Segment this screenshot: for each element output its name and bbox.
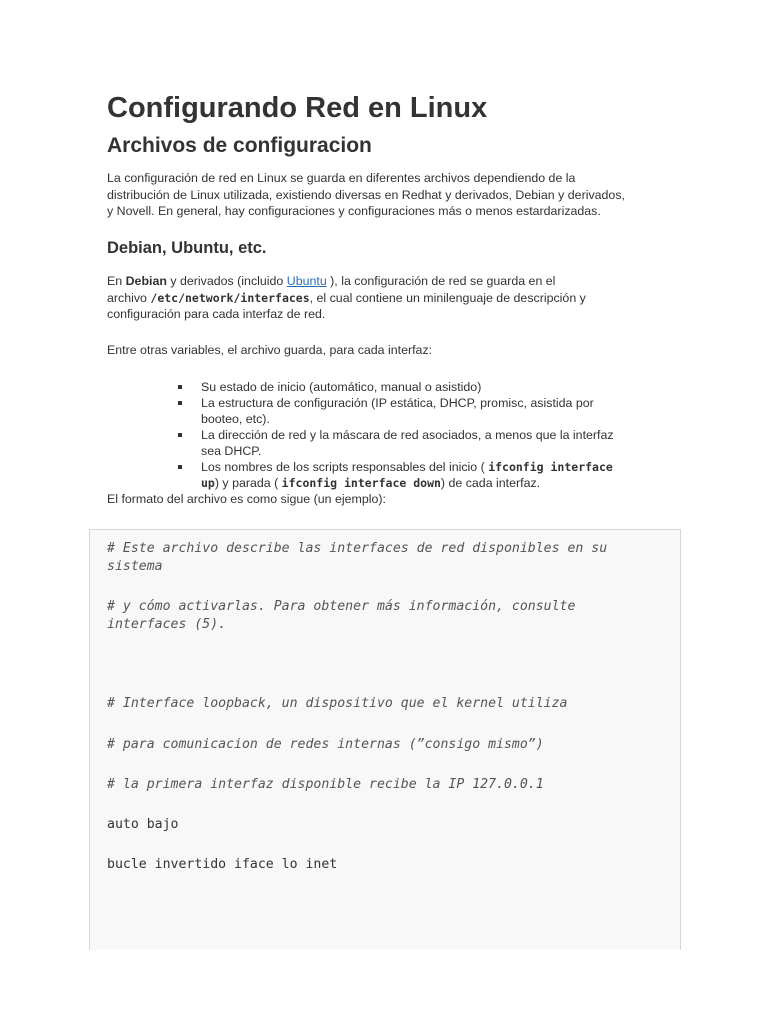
code-comment-line: # la primera interfaz disponible recibe la IP 127.0.0.1 [107, 777, 544, 792]
list-item-text: booteo, etc). [201, 412, 270, 426]
intro-line-2: distribución de Linux utilizada, existiendo diversas en Redhat y derivados, Debian y derivados, [107, 187, 625, 202]
code-comment-line: sistema [107, 559, 163, 574]
text-fragment: En [107, 274, 126, 288]
code-comment-line: interfaces (5). [107, 617, 227, 632]
debian-paragraph [107, 273, 637, 323]
code-comment-line: # Este archivo describe las interfaces de red disponibles en su [107, 541, 608, 556]
list-item-text: Su estado de inicio (automático, manual o asistido) [201, 380, 482, 394]
text-fragment: y derivados (incluido [166, 274, 287, 288]
ifconfig-up-code: ifconfig interface [488, 460, 613, 474]
list-item [185, 379, 645, 395]
debian-line-3: configuración para cada interfaz de red. [107, 307, 326, 321]
format-intro: El formato del archivo es como sigue (un ejemplo): [107, 492, 386, 506]
debian-line-2 [107, 290, 637, 307]
section-subtitle: Archivos de configuracion [107, 134, 372, 157]
list-item-text: sea DHCP. [201, 444, 262, 458]
debian-heading: Debian, Ubuntu, etc. [107, 239, 267, 257]
intro-line-1: La configuración de red en Linux se guarda en diferentes archivos dependiendo de la [107, 171, 576, 185]
text-fragment: ), la configuración de red se guarda en el [326, 274, 556, 288]
debian-line-1 [107, 273, 637, 290]
list-item-text: La estructura de configuración (IP estática, DHCP, promisc, asistida por [201, 396, 594, 410]
variables-list [185, 379, 645, 491]
list-item [185, 459, 645, 491]
variables-intro: Entre otras variables, el archivo guarda, para cada interfaz: [107, 343, 433, 357]
list-item [185, 395, 645, 427]
ifconfig-up-code-cont: up [201, 476, 215, 490]
page-title: Configurando Red en Linux [107, 92, 488, 124]
text-fragment: archivo [107, 290, 151, 305]
code-block [89, 529, 681, 950]
text-fragment: , el cual contiene un minilenguaje de descripción y [309, 290, 586, 305]
intro-paragraph [107, 170, 667, 220]
ifconfig-down-code: ifconfig interface down [281, 476, 441, 490]
code-line: bucle invertido iface lo inet [107, 857, 338, 872]
code-comment-line: # y cómo activarlas. Para obtener más información, consulte [107, 599, 576, 614]
list-item-text: Los nombres de los scripts responsables del inicio ( [201, 460, 489, 474]
code-comment-line: # Interface loopback, un dispositivo que el kernel utiliza [107, 696, 568, 711]
intro-line-3: y Novell. En general, hay configuraciones y configuraciones más o menos estardarizadas. [107, 204, 601, 218]
code-line: auto bajo [107, 817, 179, 832]
list-item-text: ) de cada interfaz. [440, 476, 541, 490]
interfaces-path-code: /etc/network/interfaces [150, 290, 310, 305]
ubuntu-link[interactable]: Ubuntu [286, 274, 327, 288]
list-item-text: ) y parada ( [214, 476, 282, 490]
code-comment-line: # para comunicacion de redes internas (”consigo mismo”) [107, 737, 544, 752]
list-item-text: La dirección de red y la máscara de red asociados, a menos que la interfaz [201, 428, 614, 442]
list-item [185, 427, 645, 459]
debian-bold: Debian [125, 274, 167, 288]
